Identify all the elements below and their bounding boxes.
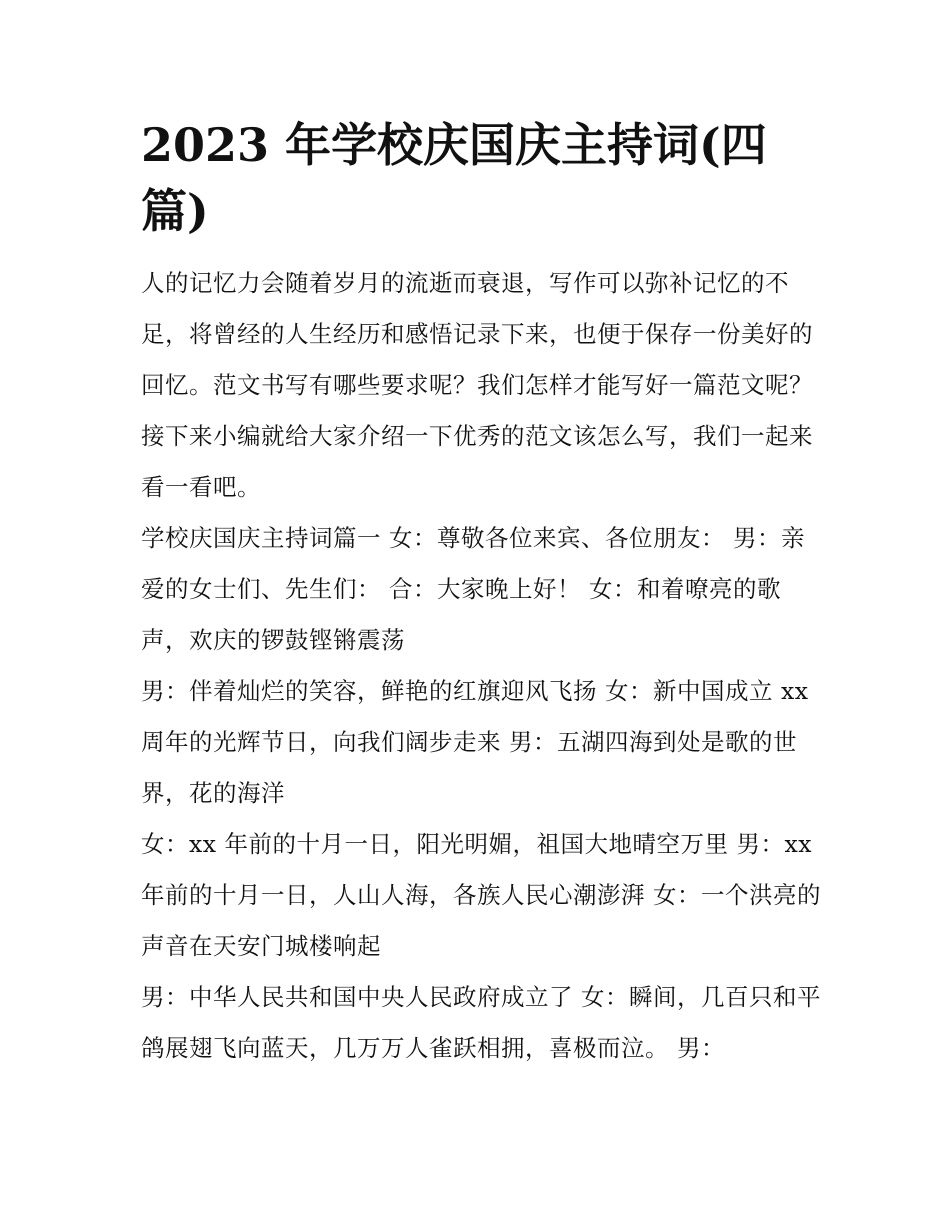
document-body (141, 112, 821, 1074)
intro-paragraph: 人的记忆力会随着岁月的流逝而衰退，写作可以弥补记忆的不足，将曾经的人生经历和感悟记录下来，也便于保存一份美好的回忆。范文书写有哪些要求呢？我们怎样才能写好一篇范文呢？接下来小编就给大家介绍一下优秀的范文该怎么写，我们一起来看一看吧。 (141, 269, 813, 501)
script-paragraph-2: 男：伴着灿烂的笑容，鲜艳的红旗迎风飞扬 女：新中国成立 xx 周年的光辉节日，向我们阔步走来 男：五湖四海到处是歌的世界，花的海洋 (141, 677, 809, 807)
script-paragraph-1: 学校庆国庆主持词篇一 女：尊敬各位来宾、各位朋友： 男：亲爱的女士们、先生们： 合：大家晚上好！ 女：和着嘹亮的歌声，欢庆的锣鼓铿锵震荡 (141, 524, 805, 654)
document-title: 2023 年学校庆国庆主持词(四篇) (141, 118, 767, 238)
script-paragraph-3: 女：xx 年前的十月一日，阳光明媚，祖国大地晴空万里 男：xx 年前的十月一日，人山人海，各族人民心潮澎湃 女：一个洪亮的声音在天安门城楼响起 (141, 830, 821, 960)
script-paragraph-4: 男：中华人民共和国中央人民政府成立了 女：瞬间，几百只和平鸽展翅飞向蓝天，几万万人雀跃相拥，喜极而泣。 男： (141, 983, 821, 1062)
